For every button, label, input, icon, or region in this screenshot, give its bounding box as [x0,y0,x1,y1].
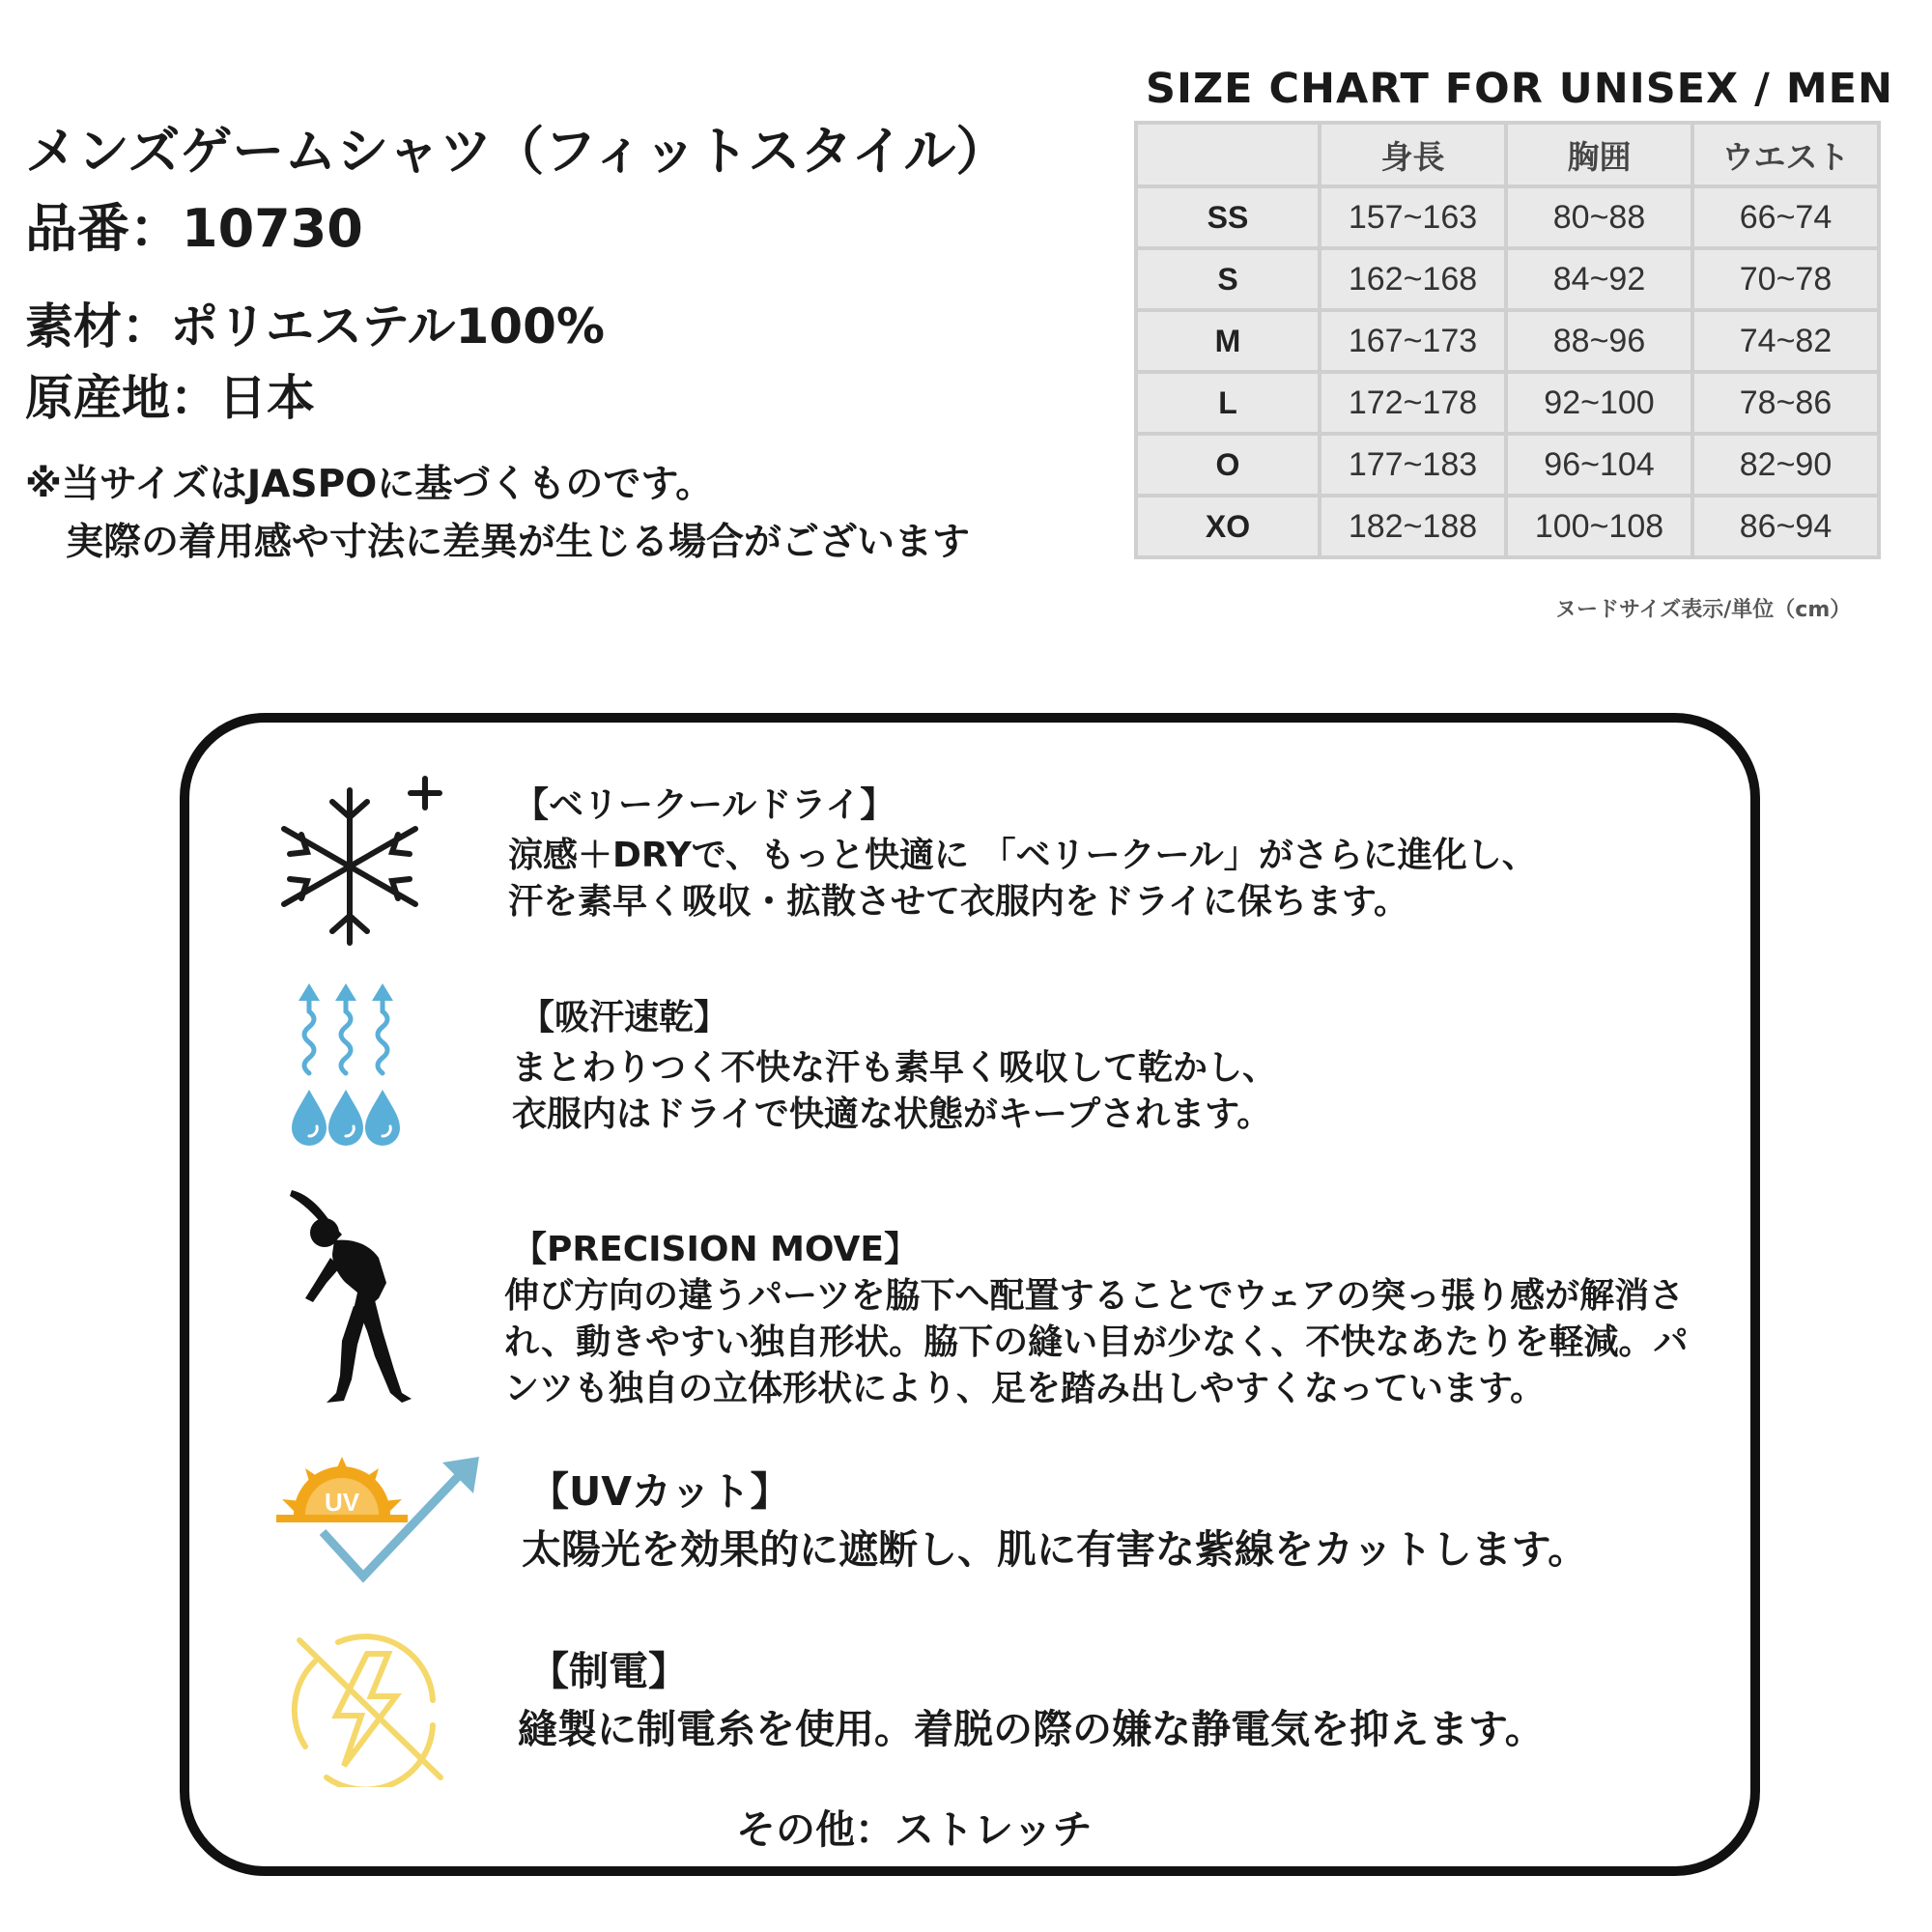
size-header-empty [1136,123,1320,186]
size-note-line-1: ※当サイズはJASPOに基づくものです。 [25,463,714,506]
feature-text-line: れ、動きやすい独自形状。脇下の縫い目が少なく、不快なあたりを軽減。パ [504,1322,1689,1362]
size-note-line-2: 実際の着用感や寸法に差異が生じる場合がございます [66,521,971,564]
size-chart-unit-note: ヌードサイズ表示/単位（cm） [1555,598,1852,622]
size-label: SS [1136,186,1320,248]
size-waist: 70~78 [1692,248,1879,310]
stretching-person-icon [286,1186,431,1410]
snowflake-plus-icon [272,759,446,952]
size-height: 172~178 [1320,372,1506,434]
feature-text-line: 衣服内はドライで快適な状態がキープされます。 [512,1094,1272,1134]
size-row [1136,310,1879,372]
feature-text-line: 涼感＋DRYで、もっと快適に 「ベリークール」がさらに進化し、 [508,836,1537,875]
feature-text-line: 太陽光を効果的に遮断し、肌に有害な紫線をカットします。 [522,1526,1588,1573]
feature-title-uv-cut: 【UVカット】 [529,1468,790,1515]
size-chart-table [1134,121,1881,559]
size-header-waist: ウエスト [1692,123,1879,186]
feature-title-quick-dry: 【吸汗速乾】 [520,998,729,1037]
product-origin: 原産地：日本 [25,370,315,426]
size-label: L [1136,372,1320,434]
feature-text-line: 伸び方向の違うパーツを脇下へ配置することでウェアの突っ張り感が解消さ [504,1276,1685,1316]
size-chart-title: SIZE CHART FOR UNISEX / MEN [1146,65,1893,113]
product-name: メンズゲームシャツ（フィットスタイル） [25,121,1009,182]
size-waist: 86~94 [1692,496,1879,557]
size-chart-header-row [1136,123,1879,186]
size-header-height: 身長 [1320,123,1506,186]
size-row [1136,248,1879,310]
size-height: 167~173 [1320,310,1506,372]
size-chest: 84~92 [1506,248,1692,310]
size-row [1136,372,1879,434]
size-waist: 82~90 [1692,434,1879,496]
size-chest: 80~88 [1506,186,1692,248]
size-row [1136,434,1879,496]
size-height: 177~183 [1320,434,1506,496]
size-waist: 78~86 [1692,372,1879,434]
feature-text-line: まとわりつく不快な汗も素早く吸収して乾かし、 [512,1048,1278,1088]
product-number: 品番：10730 [25,198,363,259]
product-material: 素材：ポリエステル100% [25,298,605,355]
size-row [1136,496,1879,557]
size-chest: 88~96 [1506,310,1692,372]
size-height: 162~168 [1320,248,1506,310]
size-waist: 66~74 [1692,186,1879,248]
feature-text-line: 汗を素早く吸収・拡散させて衣服内をドライに保ちます。 [508,882,1409,922]
size-header-chest: 胸囲 [1506,123,1692,186]
size-row [1136,186,1879,248]
other-features: その他：ストレッチ [736,1806,1093,1853]
size-chest: 100~108 [1506,496,1692,557]
size-chest: 92~100 [1506,372,1692,434]
feature-title-precision-move: 【PRECISION MOVE】 [512,1230,920,1269]
size-label: M [1136,310,1320,372]
size-label: O [1136,434,1320,496]
size-label: XO [1136,496,1320,557]
antistatic-icon [288,1633,452,1787]
uv-label: UV [324,1488,360,1517]
feature-text-line: ンツも独自の立体形状により、足を踏み出しやすくなっています。 [504,1369,1546,1408]
size-height: 157~163 [1320,186,1506,248]
size-height: 182~188 [1320,496,1506,557]
sweat-absorb-icon [288,981,410,1155]
uv-cut-icon [276,1455,483,1586]
size-chest: 96~104 [1506,434,1692,496]
size-label: S [1136,248,1320,310]
size-waist: 74~82 [1692,310,1879,372]
feature-title-antistatic: 【制電】 [529,1648,688,1694]
feature-text-line: 縫製に制電糸を使用。着脱の際の嫌な静電気を抑えます。 [518,1706,1545,1752]
feature-title-very-cool-dry: 【ベリークールドライ】 [514,785,895,825]
